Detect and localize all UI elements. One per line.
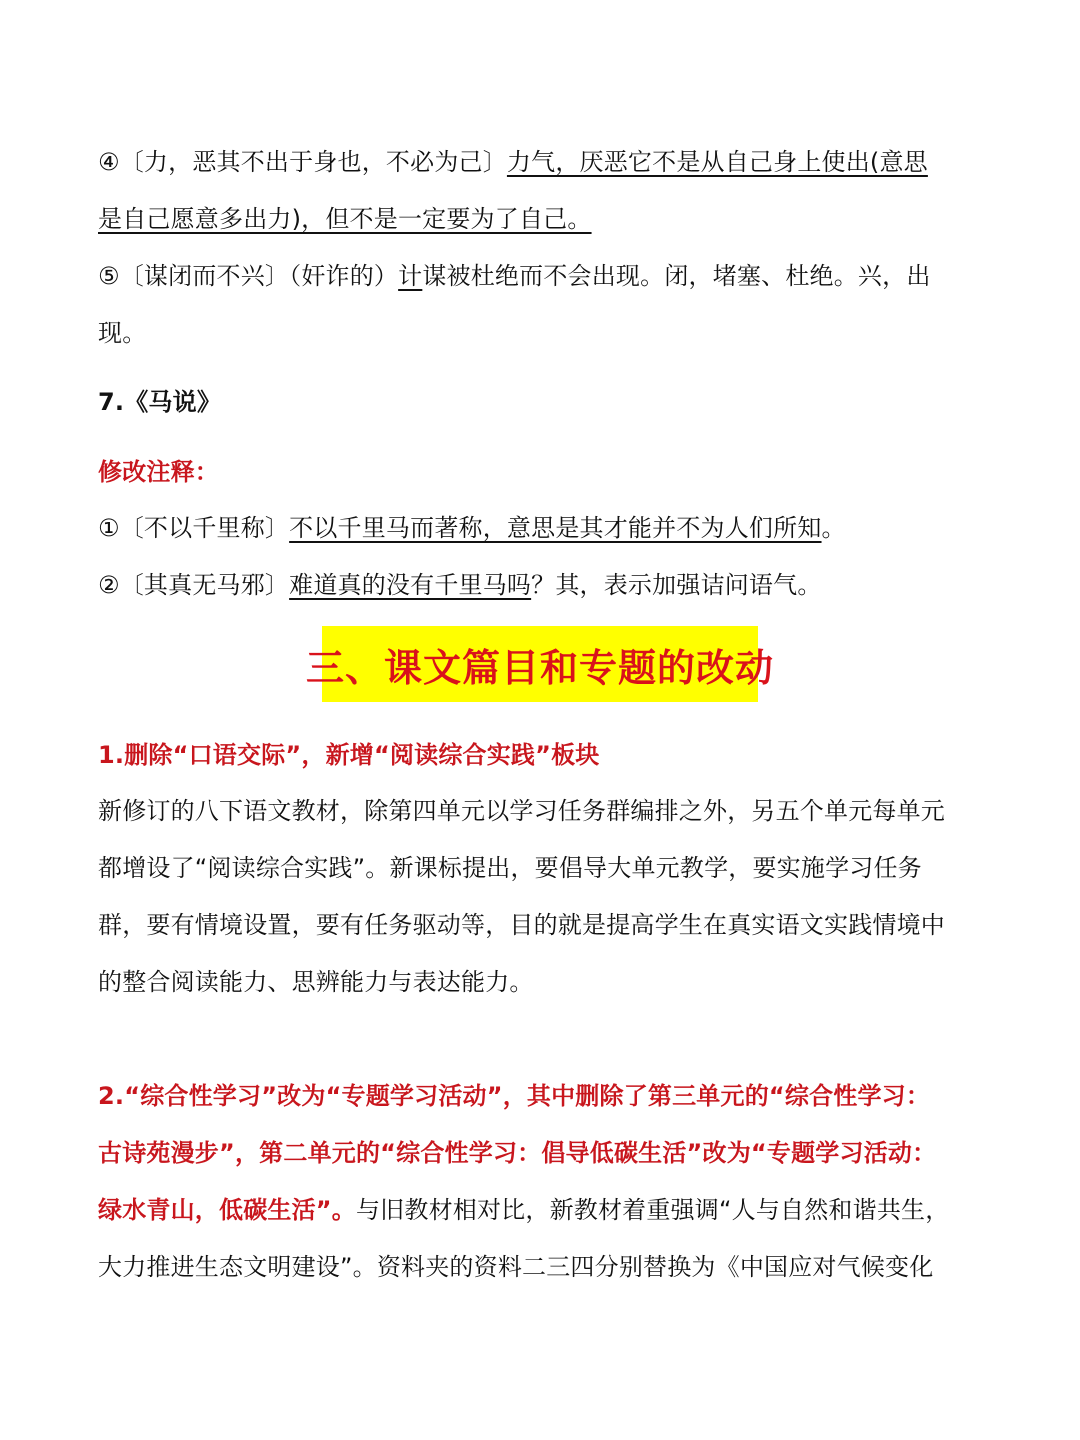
section-3-item-2-line-4: 大力推进生态文明建设”。资料夹的资料二三四分别替换为《中国应对气候变化 <box>98 1253 934 1281</box>
section-3-item-2-body: 与旧教材相对比，新教材着重强调“人与自然和谐共生， <box>355 1196 950 1224</box>
note-4-line-1 <box>98 134 988 191</box>
section-3-item-1-heading: 1.删除“口语交际”，新增“阅读综合实践”板块 <box>98 741 600 769</box>
lesson-7-note-2 <box>98 557 988 614</box>
lesson-7-note-2-term: ②〔其真无马邪〕 <box>98 571 290 599</box>
note-4-line-2 <box>98 191 988 248</box>
note-5-term: ⑤〔谋闭而不兴〕（奸诈的） <box>98 262 399 290</box>
section-3-item-1-line-1: 新修订的八下语文教材，除第四单元以学习任务群编排之外，另五个单元每单元 <box>98 797 945 825</box>
lesson-7-subheading: 修改注释： <box>98 458 219 486</box>
lesson-7-note-2-gloss: 难道真的没有千里马吗 <box>289 571 532 599</box>
note-5-gloss-cont: 现。 <box>98 319 147 347</box>
section-3-item-1-line-3: 群，要有情境设置，要有任务驱动等，目的就是提高学生在真实语文实践情境中 <box>98 911 945 939</box>
section-3-banner <box>306 626 775 702</box>
lesson-7-note-1-term: ①〔不以千里称〕 <box>98 514 290 542</box>
lesson-7-note-1 <box>98 500 988 557</box>
section-3-banner-title: 三、课文篇目和专题的改动 <box>306 645 775 690</box>
lesson-7-note-1-end: 。 <box>821 514 846 542</box>
note-4-gloss: 力气，厌恶它不是从自己身上使出(意思 <box>506 148 928 176</box>
note-4-gloss-cont: 是自己愿意多出力)，但不是一定要为了自己。 <box>98 205 592 233</box>
note-4-term: ④〔力，恶其不出于身也，不必为己〕 <box>98 148 507 176</box>
lesson-7-note-1-gloss: 不以千里马而著称，意思是其才能并不为人们所知 <box>289 514 822 542</box>
note-5-gloss: 谋被杜绝而不会出现。闭，堵塞、杜绝。兴，出 <box>422 262 931 290</box>
note-5-line-1 <box>98 248 988 305</box>
note-5-gloss-underlined: 计 <box>398 262 423 290</box>
section-3-item-2-heading-line-2: 古诗苑漫步”，第二单元的“综合性学习：倡导低碳生活”改为“专题学习活动： <box>98 1139 937 1167</box>
section-3-item-2-heading-line-3: 绿水青山，低碳生活”。 <box>98 1196 356 1224</box>
section-3-item-2-line-3 <box>98 1182 988 1239</box>
lesson-7-title: 7.《马说》 <box>98 388 222 416</box>
note-5-line-2 <box>98 305 988 362</box>
section-3-item-1-line-4: 的整合阅读能力、思辨能力与表达能力。 <box>98 968 534 996</box>
lesson-7-note-2-end: ？其，表示加强诘问语气。 <box>531 571 822 599</box>
section-3-item-1-line-2: 都增设了“阅读综合实践”。新课标提出，要倡导大单元教学，要实施学习任务 <box>98 854 922 882</box>
section-3-item-2-heading-line-1: 2.“综合性学习”改为“专题学习活动”，其中删除了第三单元的“综合性学习： <box>98 1082 931 1110</box>
